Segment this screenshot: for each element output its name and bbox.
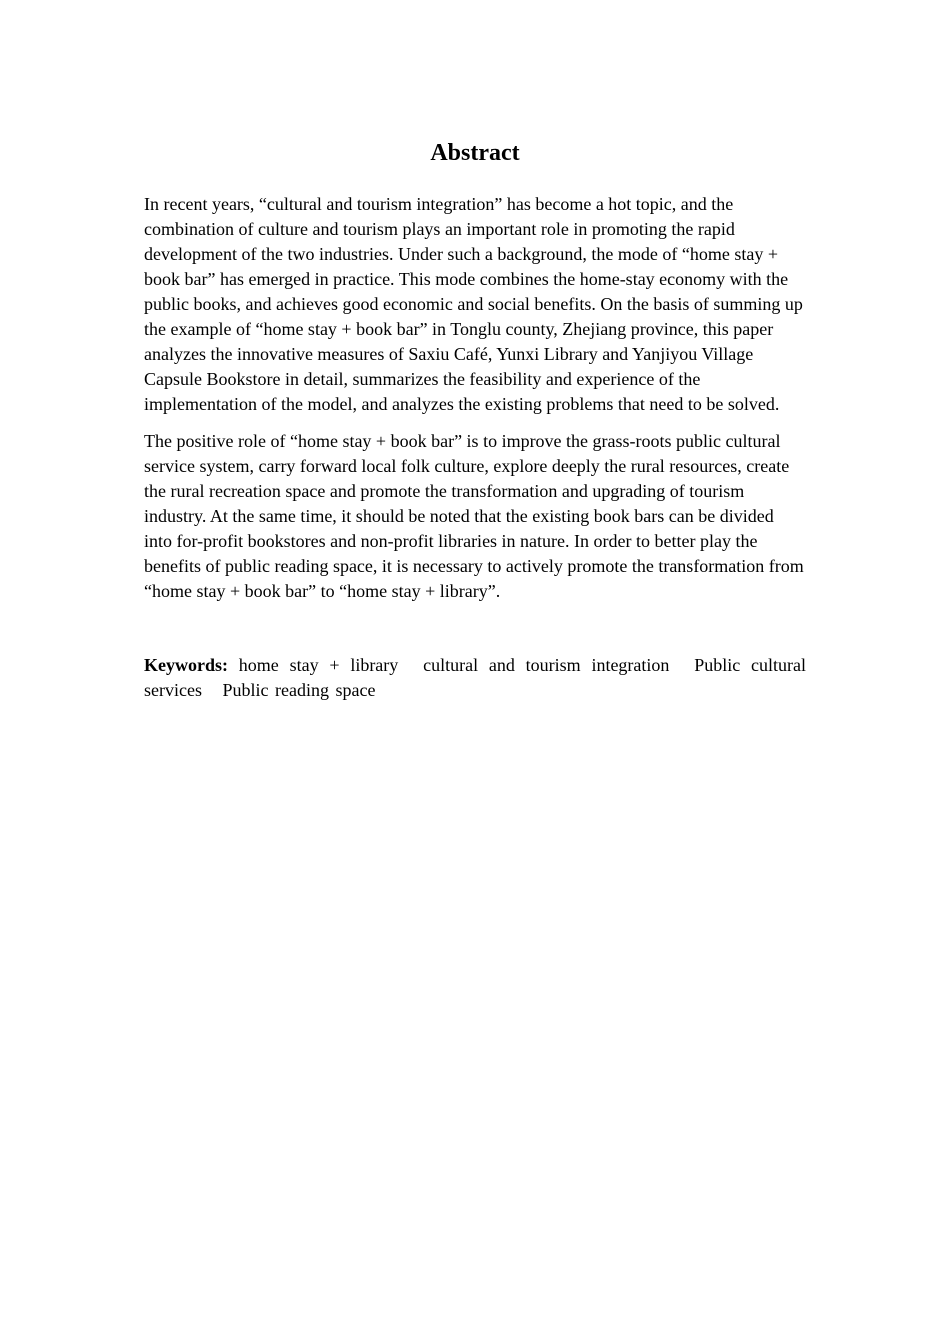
- abstract-section: [144, 137, 806, 721]
- keyword-term: home stay + library: [238, 655, 399, 675]
- abstract-paragraph-1: In recent years, “cultural and tourism integration” has become a hot topic, and the combination of culture and tourism plays an important role in promoting the rapid development of the two industries. Under such a background, the mode of “home stay + book bar” has emerged in practice. This mode combines the home-stay economy with the public books, and achieves good economic and social benefits. On the basis of summing up the example of “home stay + book bar” in Tonglu county, Zhejiang province, this paper analyzes the innovative measures of Saxiu Café, Yunxi Library and Yanjiyou Village Capsule Bookstore in detail, summarizes the feasibility and experience of the implementation of the model, and analyzes the existing problems that need to be solved.: [144, 194, 803, 414]
- keywords-label: Keywords:: [144, 655, 228, 675]
- keywords-line: [144, 653, 806, 703]
- keyword-term: cultural and tourism integration: [423, 655, 670, 675]
- keyword-term: Public reading space: [222, 680, 376, 700]
- keyword-term: Public cultural services: [144, 655, 806, 700]
- abstract-paragraph-2: The positive role of “home stay + book bar” is to improve the grass-roots public cultural service system, carry forward local folk culture, explore deeply the rural resources, create the rural recreation space and promote the transformation and upgrading of tourism industry. At the same time, it should be noted that the existing book bars can be divided into for-profit bookstores and non-profit libraries in nature. In order to better play the benefits of public reading space, it is necessary to actively promote the transformation from “home stay + book bar” to “home stay + library”.: [144, 431, 804, 601]
- abstract-title: Abstract: [430, 140, 520, 166]
